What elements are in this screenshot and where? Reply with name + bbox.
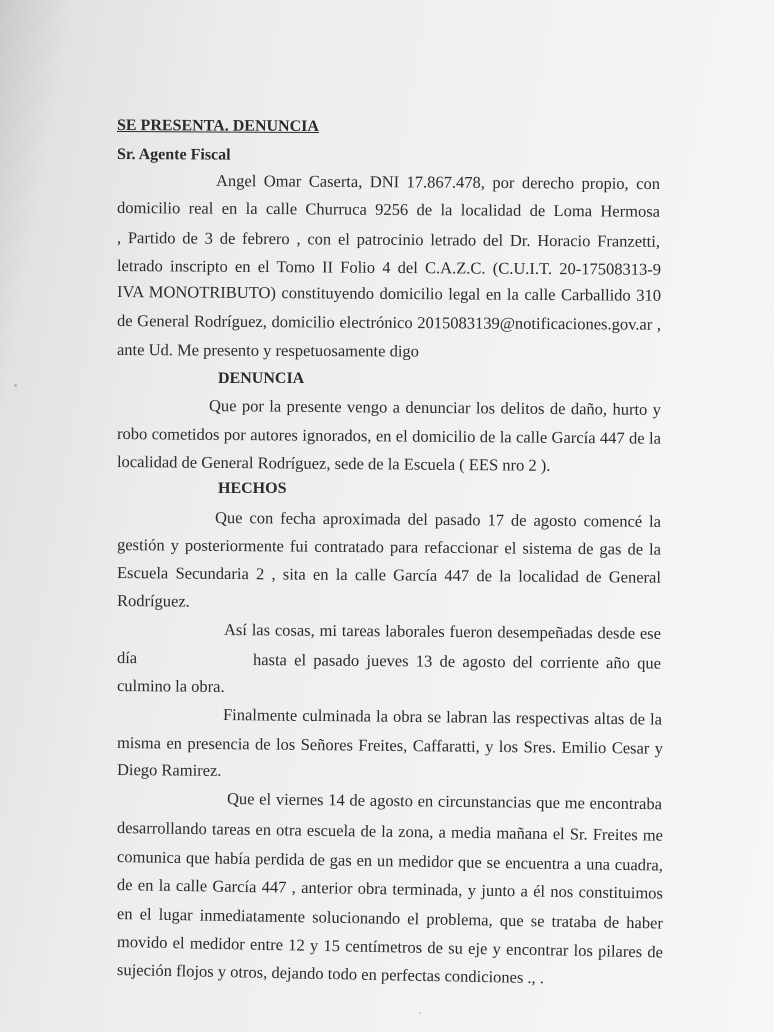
hechos-p4-line-3: comunica que había perdida de gas en un medidor que se encuentra a una cuadra, (116, 847, 664, 875)
intro-line-3: , Partido de 3 de febrero , con el patrocinio letrado del Dr. Horacio Franzetti, (116, 228, 661, 251)
intro-line-2: domicilio real en la calle Churruca 9256 de la localidad de Loma Hermosa (116, 198, 661, 221)
denuncia-line-3: localidad de General Rodríguez, sede de la Escuela ( EES nro 2 ). (116, 452, 551, 475)
hechos-p1-line-2: gestión y posteriormente fui contratado para refaccionar el sistema de gas de la (116, 535, 662, 559)
hechos-p2-line-2b: hasta el pasado jueves 13 de agosto del corriente año que (252, 650, 662, 673)
hechos-p4-line-2: desarrollando tareas en otra escuela de la zona, a media mañana el Sr. Freites me (116, 818, 664, 845)
addressee: Sr. Agente Fiscal (116, 146, 231, 164)
intro-line-6: de General Rodríguez, domicilio electrónico 2015083139@notificaciones.gov.ar , (116, 311, 662, 334)
intro-line-7: ante Ud. Me presento y respetuosamente digo (116, 340, 420, 361)
hechos-p1-line-3: Escuela Secundaria 2 , sita en la calle García 447 de la localidad de General (116, 563, 662, 587)
hechos-p3-line-3: Diego Ramirez. (116, 760, 222, 780)
hechos-p2-line-2a: día (116, 648, 138, 668)
denuncia-line-1: Que por la presente vengo a denunciar los delitos de daño, hurto y (208, 396, 662, 419)
intro-line-5: IVA MONOTRIBUTO) constituyendo domicilio legal en la calle Carballido 310 (116, 282, 662, 305)
hechos-p4-line-7: sujeción flojos y otros, dejando todo en perfectas condiciones ., . (116, 960, 545, 988)
hechos-p1-line-4: Rodríguez. (116, 591, 190, 611)
paper-speck (14, 384, 17, 387)
hechos-p4-line-5: en el lugar inmediatamente solucionando el problema, que se trataba de haber (116, 904, 664, 933)
hechos-p4-line-1: Que el viernes 14 de agosto en circunstancias que me encontraba (226, 789, 663, 814)
paper-speck (419, 1012, 421, 1014)
hechos-p3-line-1: Finalmente culminada la obra se labran las respectivas altas de la (222, 705, 663, 729)
hechos-p4-line-4: de en la calle García 447 , anterior obra terminada, y junto a él nos constituimos (116, 875, 664, 903)
intro-line-4: letrado inscripto en el Tomo II Folio 4 del C.A.Z.C. (C.U.I.T. 20-17508313-9 (116, 256, 662, 279)
section-heading-denuncia: DENUNCIA (218, 370, 305, 387)
hechos-p2-line-3: culmino la obra. (116, 676, 225, 696)
section-heading-hechos: HECHOS (218, 480, 287, 497)
hechos-p1-line-1: Que con fecha aproximada del pasado 17 de agosto comencé la (214, 508, 662, 531)
hechos-p2-line-1: Así las cosas, mi tareas laborales fueron desempeñadas desde ese (223, 620, 662, 643)
denuncia-line-2: robo cometidos por autores ignorados, en el domicilio de la calle García 447 de la (116, 424, 662, 448)
document-title: SE PRESENTA. DENUNCIA (116, 117, 320, 136)
hechos-p3-line-2: misma en presencia de los Señores Freites, Caffaratti, y los Sres. Emilio Cesar y (116, 733, 664, 758)
intro-line-1: Angel Omar Caserta, DNI 17.867.478, por derecho propio, con (215, 171, 661, 194)
hechos-p4-line-6: movido el medidor entre 12 y 15 centímetros de su eje y encontrar los pilares de (116, 932, 664, 962)
